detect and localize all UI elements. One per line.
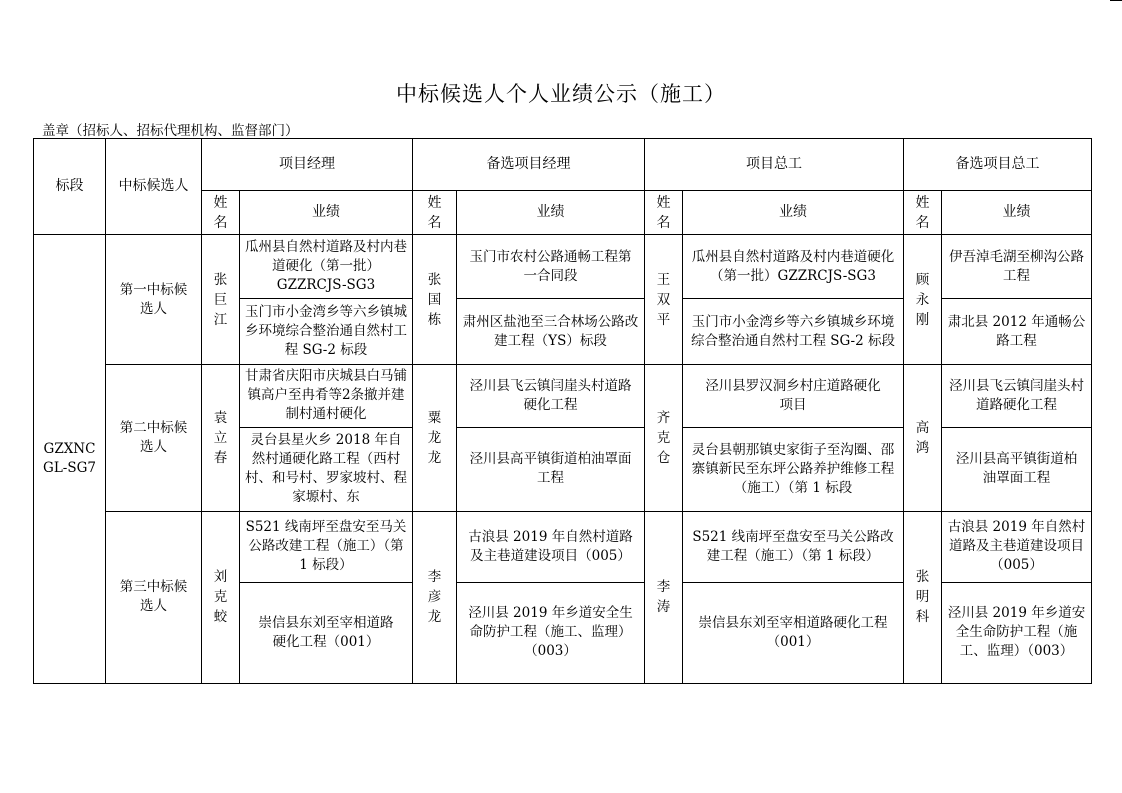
performance-item: S521 线南坪至盘安至马关公路改建工程（施工）（第 1 标段） [240, 511, 413, 582]
performance-item: 玉门市农村公路通畅工程第一合同段 [457, 235, 645, 299]
header-alt-chief-engineer: 备选项目总工 [904, 139, 1092, 191]
performance-item: 泾川县高平镇街道柏油罩面工程 [942, 427, 1092, 511]
header-name: 姓名 [645, 191, 683, 235]
header-project-manager: 项目经理 [202, 139, 413, 191]
header-name: 姓名 [413, 191, 457, 235]
header-name: 姓名 [904, 191, 942, 235]
person-name: 袁立春 [202, 365, 240, 511]
performance-item: 泾川县高平镇街道柏油罩面工程 [457, 427, 645, 511]
header-alt-project-manager: 备选项目经理 [413, 139, 645, 191]
header-name: 姓名 [202, 191, 240, 235]
person-name: 张明科 [904, 511, 942, 683]
header-performance: 业绩 [240, 191, 413, 235]
performance-item: 古浪县 2019 年自然村道路及主巷道建设项目（005） [942, 511, 1092, 582]
corner-mark [1110, 0, 1122, 1]
performance-item: 崇信县东刘至宰相道路硬化工程（001） [683, 582, 904, 683]
person-name: 王双平 [645, 235, 683, 365]
header-candidate: 中标候选人 [106, 139, 202, 235]
performance-item: 泾川县罗汉洞乡村庄道路硬化项目 [683, 365, 904, 427]
person-name: 李涛 [645, 511, 683, 683]
performance-item: 肃北县 2012 年通畅公路工程 [942, 299, 1092, 365]
person-name: 张国栋 [413, 235, 457, 365]
performance-item: 瓜州县自然村道路及村内巷道硬化（第一批）GZZRCJS-SG3 [240, 235, 413, 299]
candidate-label: 第一中标候选人 [106, 235, 202, 365]
performance-item: 瓜州县自然村道路及村内巷道硬化（第一批）GZZRCJS-SG3 [683, 235, 904, 299]
performance-item: S521 线南坪至盘安至马关公路改建工程（施工）（第 1 标段） [683, 511, 904, 582]
performance-item: 灵台县朝那镇史家街子至沟圈、邵寨镇新民至东坪公路养护维修工程（施工）（第 1 标段 [683, 427, 904, 511]
performance-item: 伊吾淖毛湖至柳沟公路工程 [942, 235, 1092, 299]
person-name: 顾永刚 [904, 235, 942, 365]
page-title: 中标候选人个人业绩公示（施工） [396, 82, 726, 106]
candidate-label: 第三中标候选人 [106, 511, 202, 683]
performance-item: 泾川县飞云镇闫崖头村道路硬化工程 [457, 365, 645, 427]
header-performance: 业绩 [942, 191, 1092, 235]
header-performance: 业绩 [683, 191, 904, 235]
candidate-label: 第二中标候选人 [106, 365, 202, 511]
header-performance: 业绩 [457, 191, 645, 235]
performance-item: 肃州区盐池至三合林场公路改建工程（YS）标段 [457, 299, 645, 365]
person-name: 张巨江 [202, 235, 240, 365]
performance-item: 泾川县 2019 年乡道安全生命防护工程（施工、监理）（003） [942, 582, 1092, 683]
performance-item: 崇信县东刘至宰相道路硬化工程（001） [240, 582, 413, 683]
performance-item: 古浪县 2019 年自然村道路及主巷道建设项目（005） [457, 511, 645, 582]
section-code: GZXNCGL-SG7 [34, 235, 106, 684]
header-chief-engineer: 项目总工 [645, 139, 904, 191]
performance-item: 泾川县飞云镇闫崖头村道路硬化工程 [942, 365, 1092, 427]
person-name: 刘克蛟 [202, 511, 240, 683]
stamp-line: 盖章（招标人、招标代理机构、监督部门） [42, 123, 299, 139]
performance-item: 泾川县 2019 年乡道安全生命防护工程（施工、监理）（003） [457, 582, 645, 683]
person-name: 高鸿 [904, 365, 942, 511]
person-name: 粟龙龙 [413, 365, 457, 511]
header-section: 标段 [34, 139, 106, 235]
performance-item: 玉门市小金湾乡等六乡镇城乡环境综合整治通自然村工程 SG-2 标段 [240, 299, 413, 365]
performance-item: 灵台县星火乡 2018 年自然村通硬化路工程（西村村、和号村、罗家坡村、程家塬村、东 [240, 427, 413, 511]
person-name: 齐克仓 [645, 365, 683, 511]
person-name: 李彦龙 [413, 511, 457, 683]
performance-item: 玉门市小金湾乡等六乡镇城乡环境综合整治通自然村工程 SG-2 标段 [683, 299, 904, 365]
performance-item: 甘肃省庆阳市庆城县白马铺镇高户至冉肴等2条撤并建制村通村硬化 [240, 365, 413, 427]
performance-table [33, 138, 1092, 684]
